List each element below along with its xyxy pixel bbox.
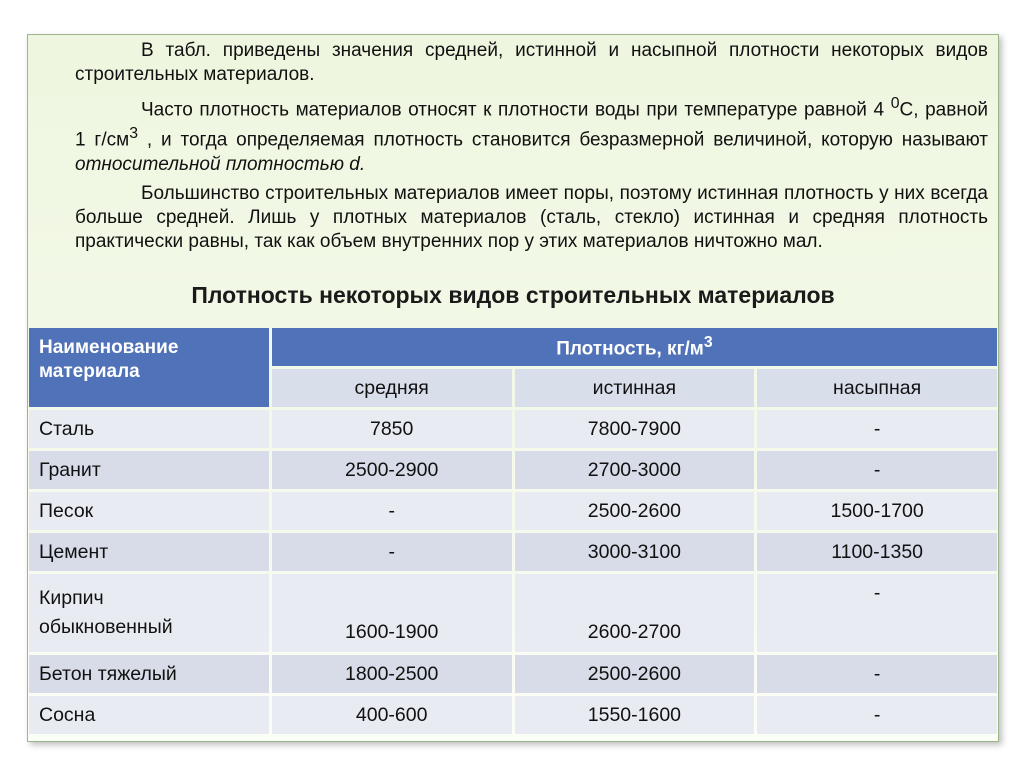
paragraph-1: В табл. приведены значения средней, истинной и насыпной плотности некоторых видов строительных материалов. [75,40,988,85]
row-name: Песок [29,492,269,530]
row-average: 2500-2900 [272,451,512,489]
row-bulk: - [757,655,997,693]
row-bulk: - [757,451,997,489]
table-title: Плотность некоторых видов строительных материалов [191,282,835,308]
table-row [29,696,997,734]
row-name: Цемент [29,533,269,571]
row-true: 1550-1600 [515,696,755,734]
row-true: 2500-2600 [515,655,755,693]
row-true: 7800-7900 [515,410,755,448]
relative-density-term: относительной плотностью d. [75,153,366,175]
table-row [29,451,997,489]
text-block [75,39,988,259]
header-material-name: Наименование материала [29,328,269,407]
row-name-line2: обыкновенный [39,616,173,638]
row-average: 400-600 [272,696,512,734]
row-average: 1800-2500 [272,655,512,693]
table-row [29,533,997,571]
table-header-row [29,328,997,366]
row-true: 2500-2600 [515,492,755,530]
degree-sup: 0 [890,95,900,112]
row-name-line1: Кирпич [39,587,104,609]
subheader-average: средняя [272,369,512,407]
row-name: Сталь [29,410,269,448]
paragraph-3: Большинство строительных материалов имеет поры, поэтому истинная плотность у них всегда больше средней. Лишь у плотных материалов (сталь, стекло) истинная и средняя плотность практически равны, так как объем внутренних пор у этих материалов ничтожно мал. [75,182,988,252]
slide [27,34,999,742]
table-row [29,574,997,652]
row-true: 2600-2700 [515,574,755,652]
row-name: Бетон тяжелый [29,655,269,693]
cube-sup: 3 [129,125,139,143]
row-average: 7850 [272,410,512,448]
row-average: 1600-1900 [272,574,512,652]
row-true: 3000-3100 [515,533,755,571]
header-density-label: Плотность, кг/м [556,338,704,360]
table-row [29,655,997,693]
row-bulk: - [757,410,997,448]
row-name: Гранит [29,451,269,489]
subheader-true: истинная [515,369,755,407]
row-name: Сосна [29,696,269,734]
table-row [29,410,997,448]
row-bulk: - [757,696,997,734]
table-row [29,492,997,530]
header-density-sup: 3 [703,333,713,351]
paragraph-2 [75,92,988,177]
paragraph-2-part1: Часто плотность материалов относят к плотности воды при температуре равной 4 [141,99,891,121]
row-average: - [272,533,512,571]
row-bulk: 1500-1700 [757,492,997,530]
row-true: 2700-3000 [515,451,755,489]
paragraph-2-part2: С, равной 1 г/см [75,99,988,151]
row-bulk: - [757,574,997,652]
header-density [272,328,997,366]
row-average: - [272,492,512,530]
row-bulk: 1100-1350 [757,533,997,571]
row-name [29,574,269,652]
subheader-bulk: насыпная [757,369,997,407]
paragraph-2-part3: , и тогда определяемая плотность становится безразмерной величиной, которую называют [138,129,988,151]
density-table [26,325,1000,737]
